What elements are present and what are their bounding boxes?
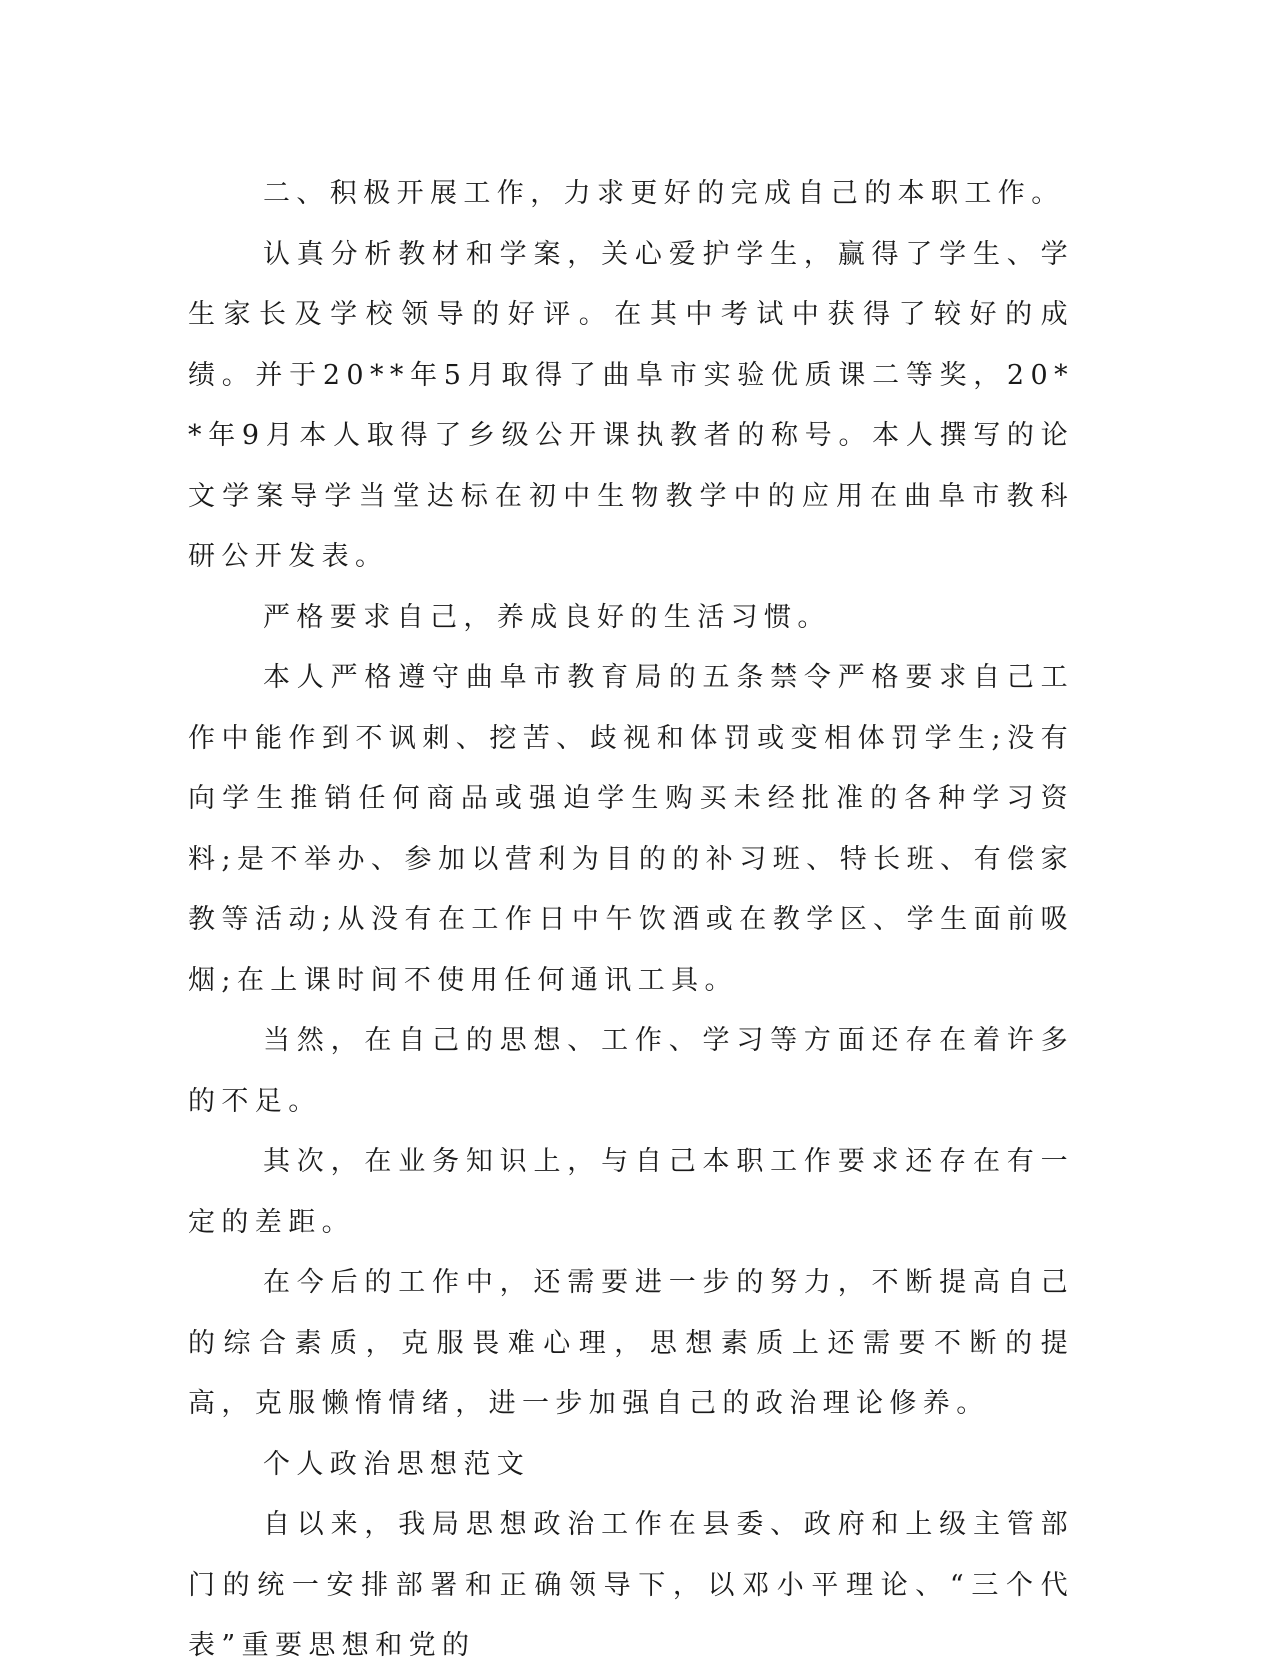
paragraph-teaching-achievements: 认真分析教材和学案，关心爱护学生，赢得了学生、学生家长及学校领导的好评。在其中考试中获得了较好的成绩。并于20**年5月取得了曲阜市实验优质课二等奖，20**年9月本人取得了乡级公开课执教者的称号。本人撰写的论文学案导学当堂达标在初中生物教学中的应用在曲阜市教科研公开发表。 (188, 238, 1074, 572)
section-title-political-essay: 个人政治思想范文 (263, 1448, 531, 1480)
paragraph-political-work-intro: 自以来，我局思想政治工作在县委、政府和上级主管部门的统一安排部署和正确领导下，以邓小平理论、“三个代表”重要思想和党的 (188, 1509, 1074, 1661)
section-heading-habits: 严格要求自己，养成良好的生活习惯。 (263, 601, 831, 633)
document-body (188, 164, 1074, 1677)
paragraph-shortcomings: 当然，在自己的思想、工作、学习等方面还存在着许多的不足。 (188, 1025, 1074, 1117)
paragraph-knowledge-gap: 其次，在业务知识上，与自己本职工作要求还存在有一定的差距。 (188, 1146, 1074, 1238)
paragraph-discipline: 本人严格遵守曲阜市教育局的五条禁令严格要求自己工作中能作到不讽刺、挖苦、歧视和体罚或变相体罚学生;没有向学生推销任何商品或强迫学生购买未经批准的各种学习资料;是不举办、参加以营利为目的的补习班、特长班、有偿家教等活动;从没有在工作日中午饮酒或在教学区、学生面前吸烟;在上课时间不使用任何通讯工具。 (188, 662, 1074, 996)
section-heading-work: 二、积极开展工作，力求更好的完成自己的本职工作。 (263, 178, 1065, 209)
paragraph-future-work: 在今后的工作中，还需要进一步的努力，不断提高自己的综合素质，克服畏难心理，思想素质上还需要不断的提高，克服懒惰情绪，进一步加强自己的政治理论修养。 (188, 1267, 1074, 1419)
